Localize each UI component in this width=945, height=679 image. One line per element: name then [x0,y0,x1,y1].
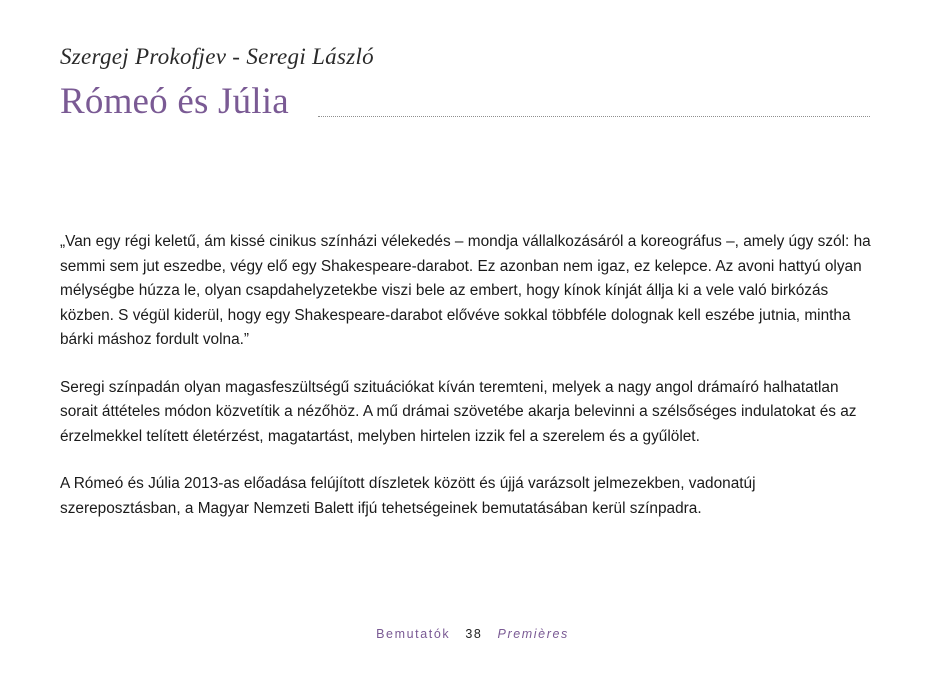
body-paragraph: Seregi színpadán olyan magasfeszültségű szituációkat kíván teremteni, melyek a nagy angol drámaíró halhatatlan sorait áttételes módon közvetítik a nézőhöz. A mű drámai szövetébe akarja belevinni a szélsőséges indulatokat és az érzelmekkel telített életérzést, magatartást, melyben hirtelen izzik fel a szerelem és a gyűlölet. [60,378,857,445]
dotted-rule [318,116,870,117]
quote-paragraph: „Van egy régi keletű, ám kissé cinikus színházi vélekedés – mondja vállalkozásáról a koreográfus –, amely úgy szól: ha semmi sem jut eszedbe, végy elő egy Shakespeare-darabot. Ez azonban nem igaz, ez kelepce. Az avoni hattyú olyan mélységbe húzza le, olyan csapdahelyzetekbe viszi bele az embert, hogy kínok kínját állja ki a vele való birkózás közben. S végül kiderül, hogy egy Shakespeare-darabot elővéve sokkal többféle dolognak kell eszébe jutnia, mintha bárki máshoz fordult volna.” [60,233,871,348]
body-paragraph: A Rómeó és Júlia 2013-as előadása felújított díszletek között és újjá varázsolt jelmezekben, vadonatúj szereposztásban, a Magyar Nemzeti Balett ifjú tehetségeinek bemutatásában kerül színpadra. [60,475,756,517]
article-body [60,230,880,544]
title-row [60,80,870,124]
page-footer [0,627,945,641]
footer-section-label: Bemutatók [376,627,451,641]
page-title: Rómeó és Júlia [60,81,289,122]
page-number: 38 [465,627,483,641]
footer-section-alt-label: Premières [497,627,569,641]
authors-subtitle: Szergej Prokofjev - Seregi László [60,44,374,69]
